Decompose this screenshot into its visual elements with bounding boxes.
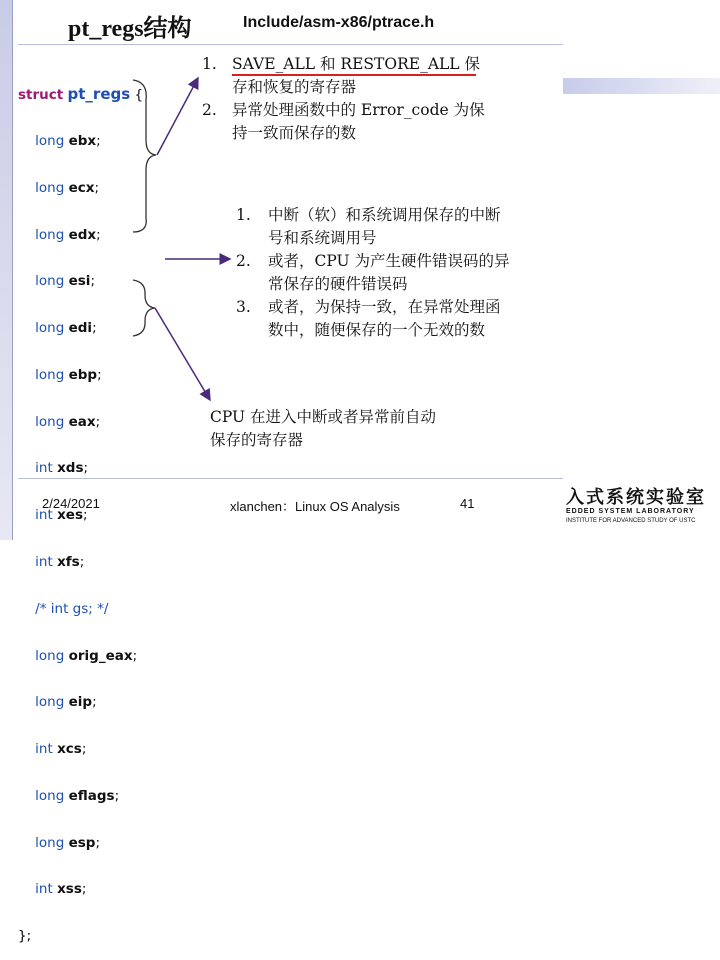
notes-bottom: CPU 在进入中断或者异常前自动 保存的寄存器 — [210, 408, 437, 449]
struct-field: int xfs; — [35, 554, 85, 570]
note-item: 1. SAVE_ALL 和 RESTORE_ALL 保 存和恢复的寄存器 — [202, 55, 481, 96]
struct-field: long eip; — [35, 694, 97, 711]
lab-logo-english: EDDED SYSTEM LABORATORY — [566, 508, 695, 515]
struct-field: int xes; — [35, 507, 88, 524]
struct-field: int xds; — [35, 460, 89, 477]
struct-field: long edi; — [35, 320, 97, 337]
lab-logo-name: 入式系统实验室 — [566, 487, 706, 508]
struct-field: long ecx; — [35, 179, 100, 196]
arrow-to-top-notes — [157, 78, 198, 155]
brace-cpu-saved-regs — [133, 280, 155, 336]
struct-field: long orig_eax; — [35, 647, 138, 664]
note-item: 1. 中断（软）和系统调用保存的中断 号和系统调用号 — [236, 206, 501, 247]
struct-field: int xcs; — [35, 741, 87, 758]
note-item: 2. 或者，CPU 为产生硬件错误码的异 常保存的硬件错误码 — [236, 252, 510, 293]
slide-title: pt_regs结构 — [68, 16, 192, 42]
struct-field: long ebx; — [35, 132, 101, 149]
note-item: 2. 异常处理函数中的 Error_code 为保 持一致而保存的数 — [202, 101, 485, 142]
struct-field: long esi; — [35, 273, 95, 290]
struct-field: long esp; — [35, 834, 101, 851]
note-item: 3. 或者，为保持一致，在异常处理函 数中，随便保存的一个无效的数 — [236, 298, 501, 339]
struct-name: pt_regs — [67, 85, 131, 104]
struct-field: long eflags; — [35, 787, 120, 804]
footer-page-number: 41 — [460, 496, 475, 511]
header-file-path: Include/asm-x86/ptrace.h — [243, 14, 435, 31]
lab-logo-institute: INSTITUTE FOR ADVANCED STUDY OF USTC — [566, 518, 696, 524]
struct-field: long ebp; — [35, 366, 102, 383]
footer-author: xlanchen：Linux OS Analysis — [230, 499, 400, 514]
open-brace: { — [134, 87, 144, 104]
struct-field: int xss; — [35, 881, 87, 898]
struct-close: }; — [18, 928, 32, 945]
struct-field: long eax; — [35, 413, 101, 430]
struct-keyword: struct — [18, 87, 64, 104]
brace-general-regs — [133, 80, 156, 232]
footer-date: 2/24/2021 — [42, 496, 100, 511]
arrow-to-bottom-note — [155, 308, 210, 400]
struct-comment: /* int gs; */ — [35, 600, 109, 617]
struct-field: long edx; — [35, 226, 101, 243]
